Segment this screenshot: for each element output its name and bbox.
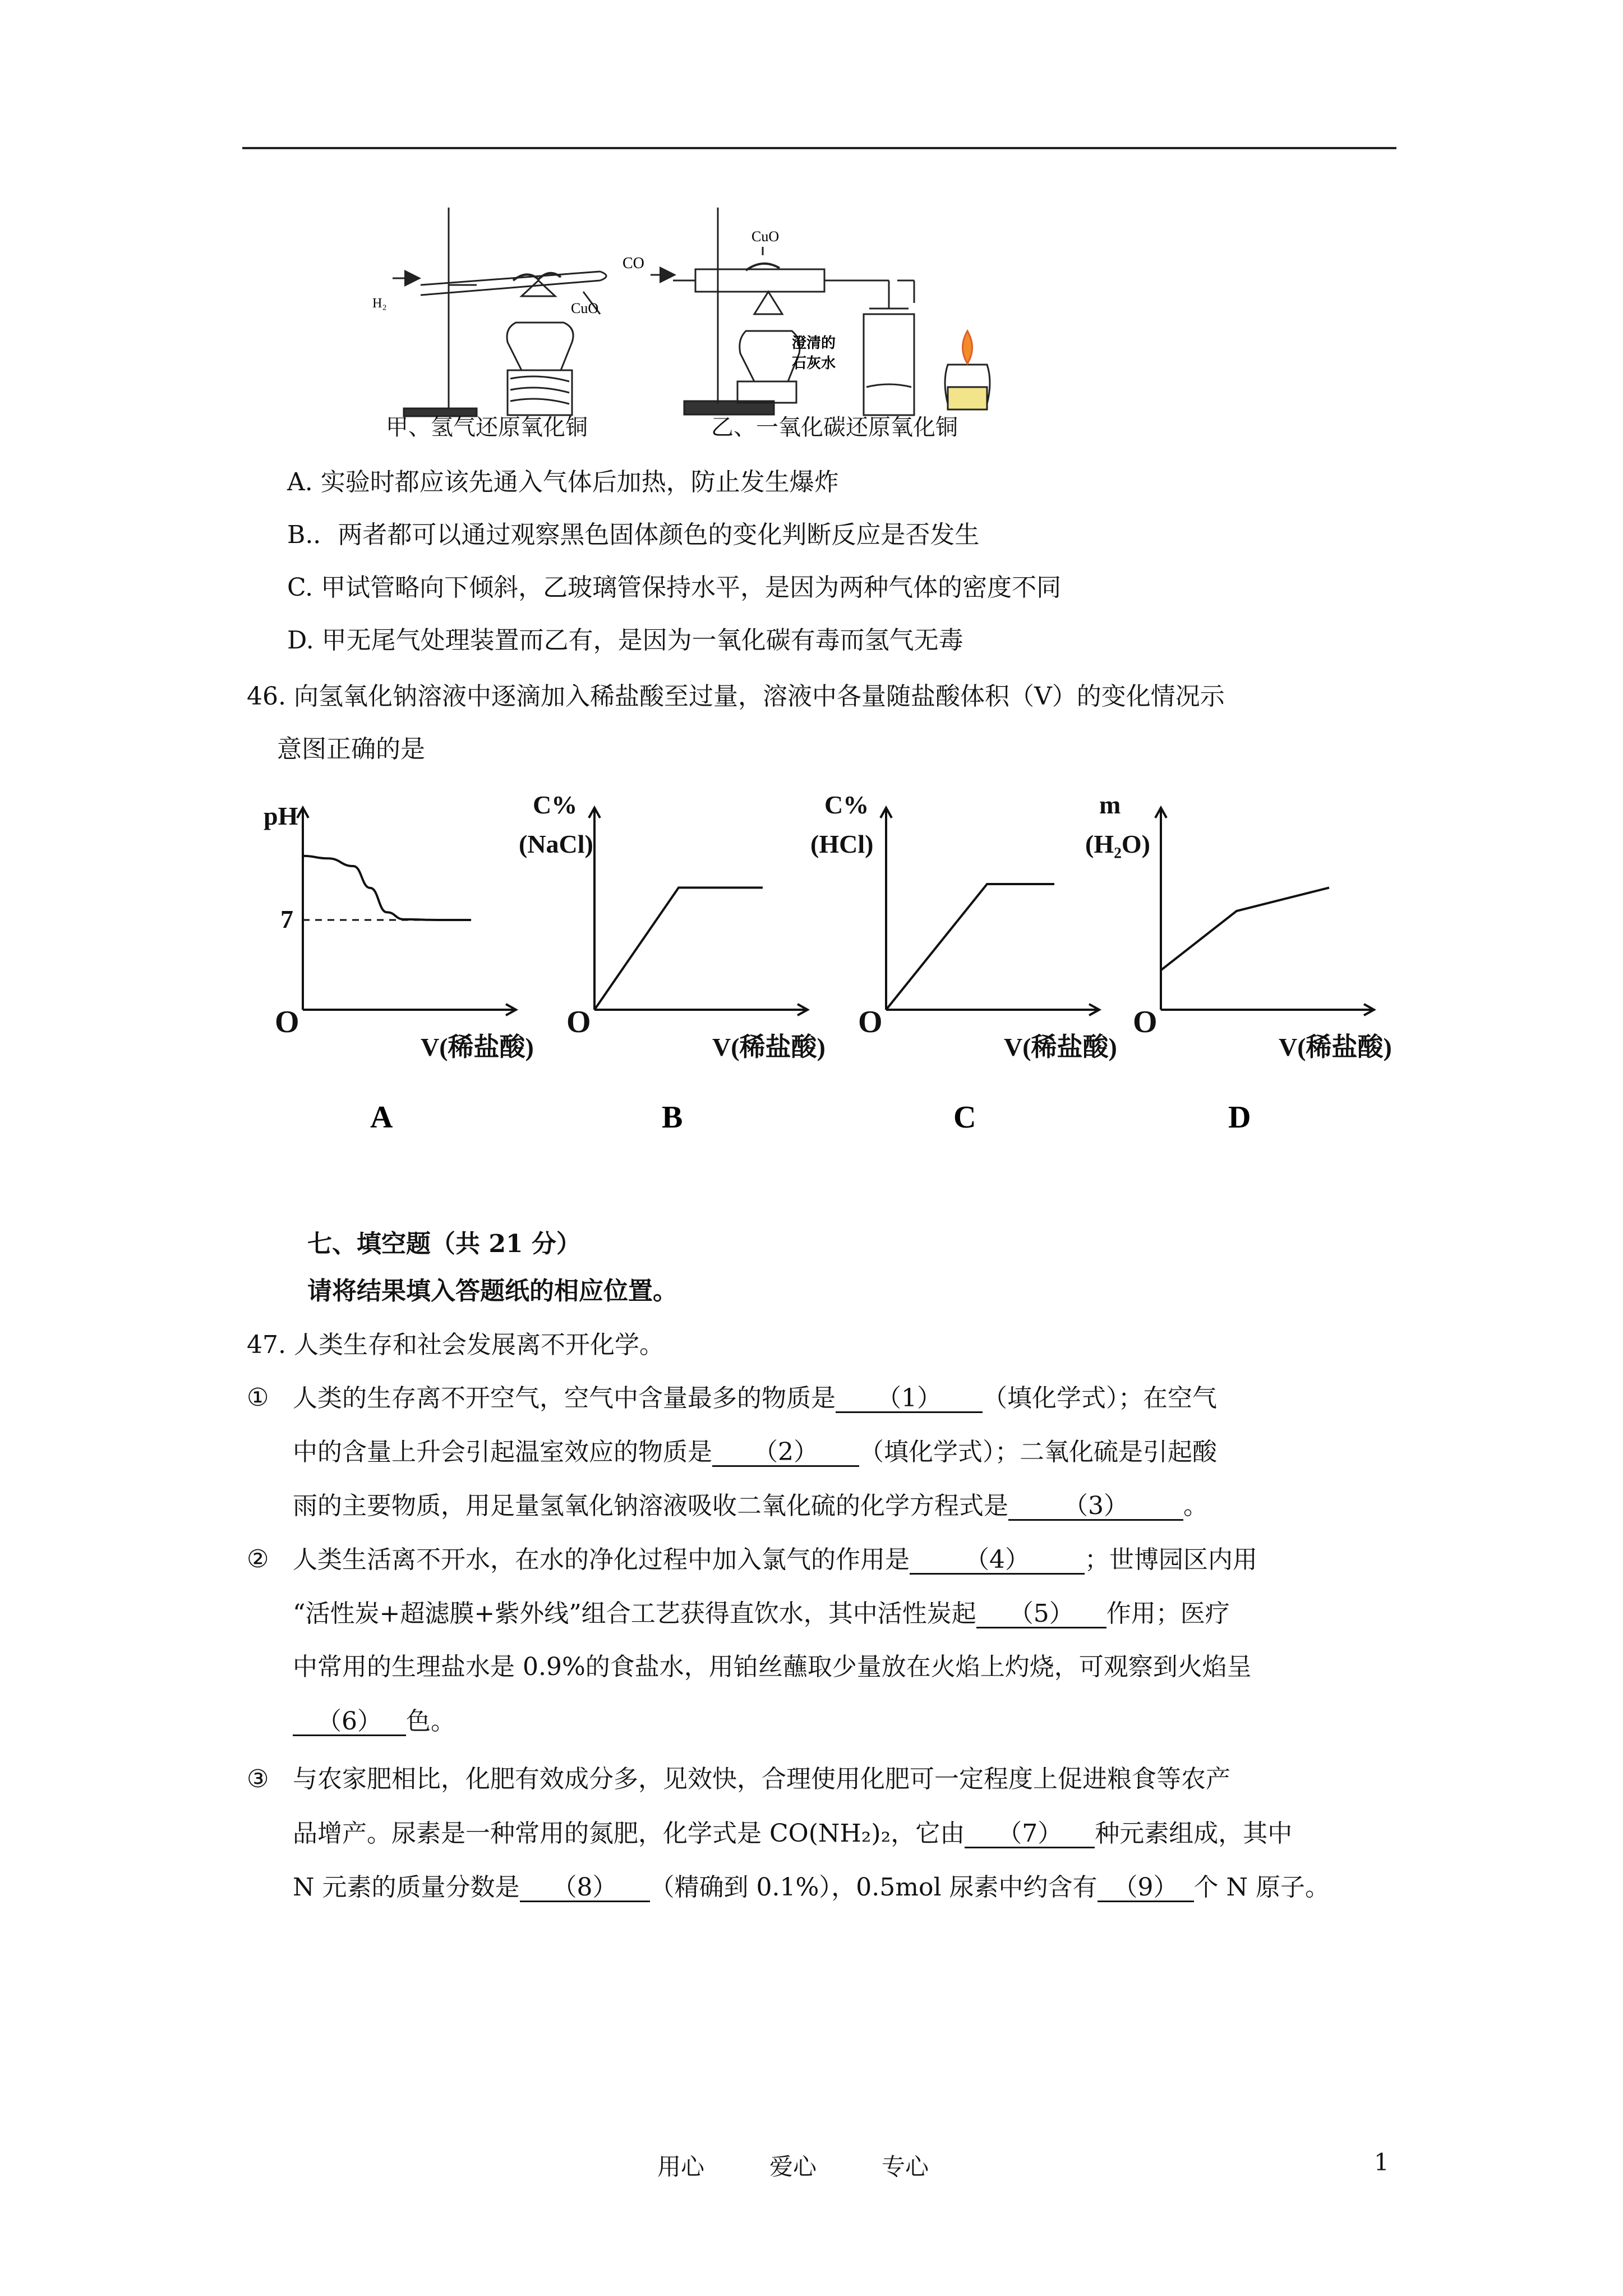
- text: 作用；医疗: [1106, 1599, 1230, 1628]
- text: （填化学式）；在空气: [983, 1384, 1217, 1412]
- chart-b-series-line: [594, 887, 763, 1010]
- q47-p3-line2: [293, 1821, 1292, 1848]
- section7-title: 七、填空题（共 21 分）: [307, 1230, 581, 1258]
- caption-jia: 甲、氢气还原氧化铜: [386, 415, 588, 440]
- chart-d-xlabel: V(稀盐酸): [1279, 1033, 1392, 1061]
- text: 雨的主要物质，用足量氢氧化钠溶液吸收二氧化硫的化学方程式是: [293, 1492, 1008, 1520]
- chart-d-series-line: [1161, 887, 1329, 970]
- blank-4: （4）: [910, 1547, 1085, 1575]
- q46-graphs: [241, 797, 1419, 1144]
- blank-6: （6）: [293, 1709, 406, 1736]
- label-limewater-1: 澄清的: [792, 335, 836, 352]
- text: （填化学式）；二氧化硫是引起酸: [859, 1438, 1217, 1466]
- q47-p1-line3: [293, 1493, 1208, 1521]
- q47-p1-marker: ①: [247, 1383, 269, 1412]
- footer-motto-2: 爱心: [769, 2153, 817, 2180]
- option-c: C. 甲试管略向下倾斜，乙玻璃管保持水平，是因为两种气体的密度不同: [287, 573, 1062, 602]
- blank-7: （7）: [965, 1821, 1095, 1848]
- chart-a-ylabel: pH: [264, 802, 298, 830]
- blank-9: （9）: [1098, 1875, 1194, 1902]
- chart-c-ylabel-sub: (HCl): [810, 830, 874, 858]
- chart-c-ylabel: C%: [824, 797, 869, 819]
- q47-p2-line1: [293, 1547, 1257, 1575]
- footer-motto-3: 专心: [882, 2153, 929, 2180]
- text: 人类生活离不开水，在水的净化过程中加入氯气的作用是: [293, 1545, 910, 1574]
- footer-motto-1: 用心: [657, 2153, 705, 2180]
- blank-2: （2）: [712, 1439, 859, 1467]
- label-limewater-2: 石灰水: [792, 355, 836, 372]
- section7-instruction: 请将结果填入答题纸的相应位置。: [307, 1277, 677, 1305]
- text: 。: [1183, 1492, 1208, 1520]
- text: “活性炭+超滤膜+紫外线”组合工艺获得直饮水，其中活性炭起: [293, 1599, 976, 1628]
- q47-stem: 47. 人类生存和社会发展离不开化学。: [247, 1331, 664, 1359]
- q47-p3-marker: ③: [247, 1765, 269, 1793]
- q46-line2: 意图正确的是: [277, 735, 425, 763]
- q47-p2-line2: [293, 1601, 1230, 1628]
- chart-c-name: C: [953, 1100, 976, 1135]
- chart-a-xlabel: V(稀盐酸): [421, 1033, 534, 1061]
- label-cuo-jia: CuO: [571, 300, 599, 316]
- option-b: B.．两者都可以通过观察黑色固体颜色的变化判断反应是否发生: [287, 521, 980, 549]
- chart-d-ylabel-sub: (H₂O): [1085, 830, 1150, 858]
- q47-p2-line4: [293, 1709, 455, 1736]
- chart-a-origin: O: [275, 1005, 299, 1039]
- q47-p3-line3: [293, 1875, 1330, 1902]
- chart-d-ylabel: m: [1099, 797, 1121, 819]
- page-number: 1: [1374, 2148, 1389, 2176]
- text: 品增产。尿素是一种常用的氮肥，化学式是 CO(NH₂)₂，它由: [293, 1819, 965, 1848]
- header-rule: [242, 147, 1396, 149]
- chart-c-origin: O: [858, 1005, 883, 1039]
- chart-d-name: D: [1228, 1100, 1251, 1135]
- chart-b-origin: O: [566, 1005, 591, 1039]
- blank-1: （1）: [836, 1386, 983, 1413]
- label-cuo-yi: CuO: [751, 228, 780, 245]
- option-a: A. 实验时都应该先通入气体后加热，防止发生爆炸: [287, 468, 839, 496]
- q47-p2-line3: 中常用的生理盐水是 0.9%的食盐水，用铂丝蘸取少量放在火焰上灼烧，可观察到火焰呈: [293, 1653, 1252, 1681]
- label-h2: H₂: [372, 296, 387, 311]
- text: （精确到 0.1%），0.5mol 尿素中约含有: [649, 1873, 1098, 1902]
- blank-8: （8）: [520, 1875, 650, 1902]
- blank-3: （3）: [1008, 1493, 1183, 1521]
- chart-a-name: A: [370, 1100, 393, 1135]
- chart-a-series-line: [303, 856, 471, 920]
- q47-p1-line1: [293, 1386, 1217, 1413]
- chart-b-name: B: [662, 1100, 683, 1135]
- text: 中的含量上升会引起温室效应的物质是: [293, 1438, 712, 1466]
- text: N 元素的质量分数是: [293, 1873, 520, 1902]
- text: 种元素组成，其中: [1095, 1819, 1293, 1848]
- caption-yi: 乙、一氧化碳还原氧化铜: [711, 415, 958, 440]
- text: 人类的生存离不开空气，空气中含量最多的物质是: [293, 1384, 836, 1412]
- chart-b-ylabel-sub: (NaCl): [519, 830, 593, 858]
- q47-p2-marker: ②: [247, 1545, 269, 1573]
- chart-d-origin: O: [1133, 1005, 1158, 1039]
- chart-c-series-line: [886, 884, 1054, 1010]
- chart-b-xlabel: V(稀盐酸): [712, 1033, 826, 1061]
- chart-a-reference-label: 7: [280, 905, 293, 933]
- q46-line1: 46. 向氢氧化钠溶液中逐滴加入稀盐酸至过量，溶液中各量随盐酸体积（V）的变化情况示: [247, 682, 1225, 711]
- label-co: CO: [623, 255, 644, 272]
- text: ；世博园区内用: [1085, 1545, 1257, 1574]
- apparatus-yi: [651, 208, 990, 415]
- chart-b-ylabel: C%: [533, 797, 578, 819]
- option-d: D. 甲无尾气处理装置而乙有，是因为一氧化碳有毒而氢气无毒: [287, 626, 963, 655]
- chart-c-xlabel: V(稀盐酸): [1004, 1033, 1117, 1061]
- blank-5: （5）: [976, 1601, 1106, 1628]
- text: 个 N 原子。: [1193, 1873, 1330, 1902]
- text: 色。: [406, 1707, 455, 1736]
- q47-p3-line1: 与农家肥相比，化肥有效成分多，见效快，合理使用化肥可一定程度上促进粮食等农产: [293, 1765, 1230, 1793]
- q47-p1-line2: [293, 1439, 1217, 1467]
